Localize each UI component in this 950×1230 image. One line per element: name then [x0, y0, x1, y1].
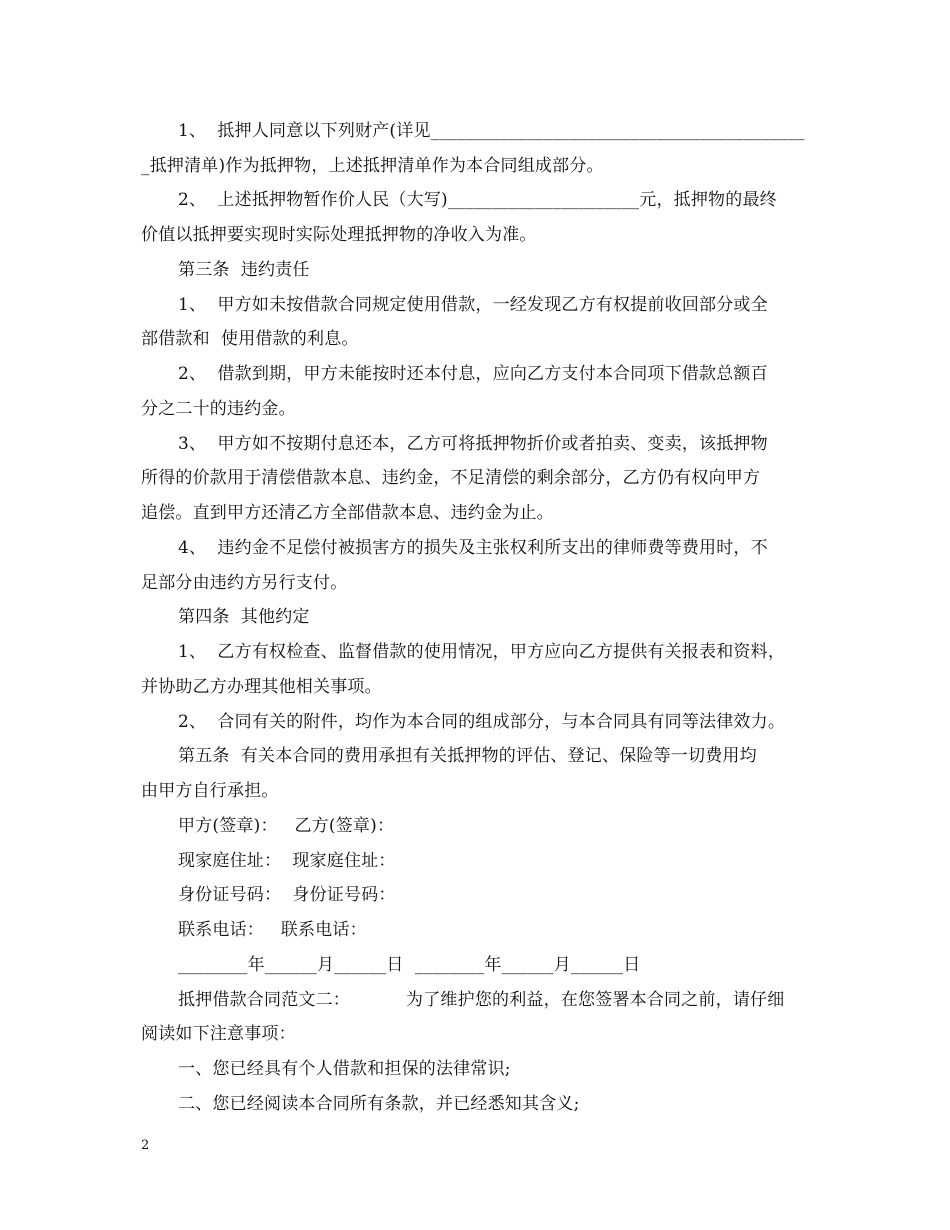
- phone-line: 联系电话： 联系电话：: [178, 920, 367, 940]
- page-number: 2: [141, 1138, 150, 1153]
- text-line: 足部分由违约方另行支付。: [141, 573, 348, 593]
- text-line: 所得的价款用于清偿借款本息、违约金，不足清偿的剩余部分，乙方仍有权向甲方: [141, 468, 761, 488]
- text-line: 抵押借款合同范文二： 为了维护您的利益，在您签署本合同之前，请仔细: [178, 990, 785, 1010]
- text-line: 部借款和 使用借款的利息。: [141, 329, 359, 349]
- date-line: ________年______月______日 ________年______月______日: [178, 955, 641, 975]
- id-number-line: 身份证号码： 身份证号码：: [178, 885, 396, 905]
- text-line: 一、您已经具有个人借款和担保的法律常识;: [178, 1059, 511, 1079]
- text-line: 分之二十的违约金。: [141, 399, 296, 419]
- signature-line: 甲方(签章)： 乙方(签章)：: [178, 816, 395, 836]
- text-line: 由甲方自行承担。: [141, 781, 279, 801]
- text-line: 2、 上述抵押物暂作价人民（大写)______________________元，抵押物的最终: [178, 190, 777, 210]
- section-heading: 第四条 其他约定: [178, 607, 310, 627]
- text-line: _抵押清单)作为抵押物，上述抵押清单作为本合同组成部分。: [141, 156, 604, 176]
- text-line: 第五条 有关本合同的费用承担有关抵押物的评估、登记、保险等一切费用均: [178, 746, 757, 766]
- text-line: 3、 甲方如不按期付息还本，乙方可将抵押物折价或者拍卖、变卖，该抵押物: [178, 434, 768, 454]
- text-line: 4、 违约金不足偿付被损害方的损失及主张权利所支出的律师费等费用时，不: [178, 538, 768, 558]
- text-line: 阅读如下注意事项：: [141, 1024, 296, 1044]
- text-line: 并协助乙方办理其他相关事项。: [141, 677, 382, 697]
- text-line: 1、 甲方如未按借款合同规定使用借款，一经发现乙方有权提前收回部分或全: [178, 295, 768, 315]
- section-heading: 第三条 违约责任: [178, 260, 310, 280]
- text-line: 追偿。直到甲方还清乙方全部借款本息、违约金为止。: [141, 503, 554, 523]
- text-line: 价值以抵押要实现时实际处理抵押物的净收入为准。: [141, 225, 537, 245]
- address-line: 现家庭住址： 现家庭住址：: [178, 851, 396, 871]
- text-line: 1、 抵押人同意以下列财产(详见___________________________________________: [178, 121, 805, 141]
- text-line: 2、 借款到期，甲方未能按时还本付息，应向乙方支付本合同项下借款总额百: [178, 364, 768, 384]
- text-line: 1、 乙方有权检查、监督借款的使用情况，甲方应向乙方提供有关报表和资料，: [178, 642, 786, 662]
- text-line: 二、您已经阅读本合同所有条款，并已经悉知其含义;: [178, 1094, 580, 1114]
- text-line: 2、 合同有关的附件，均作为本合同的组成部分，与本合同具有同等法律效力。: [178, 712, 786, 732]
